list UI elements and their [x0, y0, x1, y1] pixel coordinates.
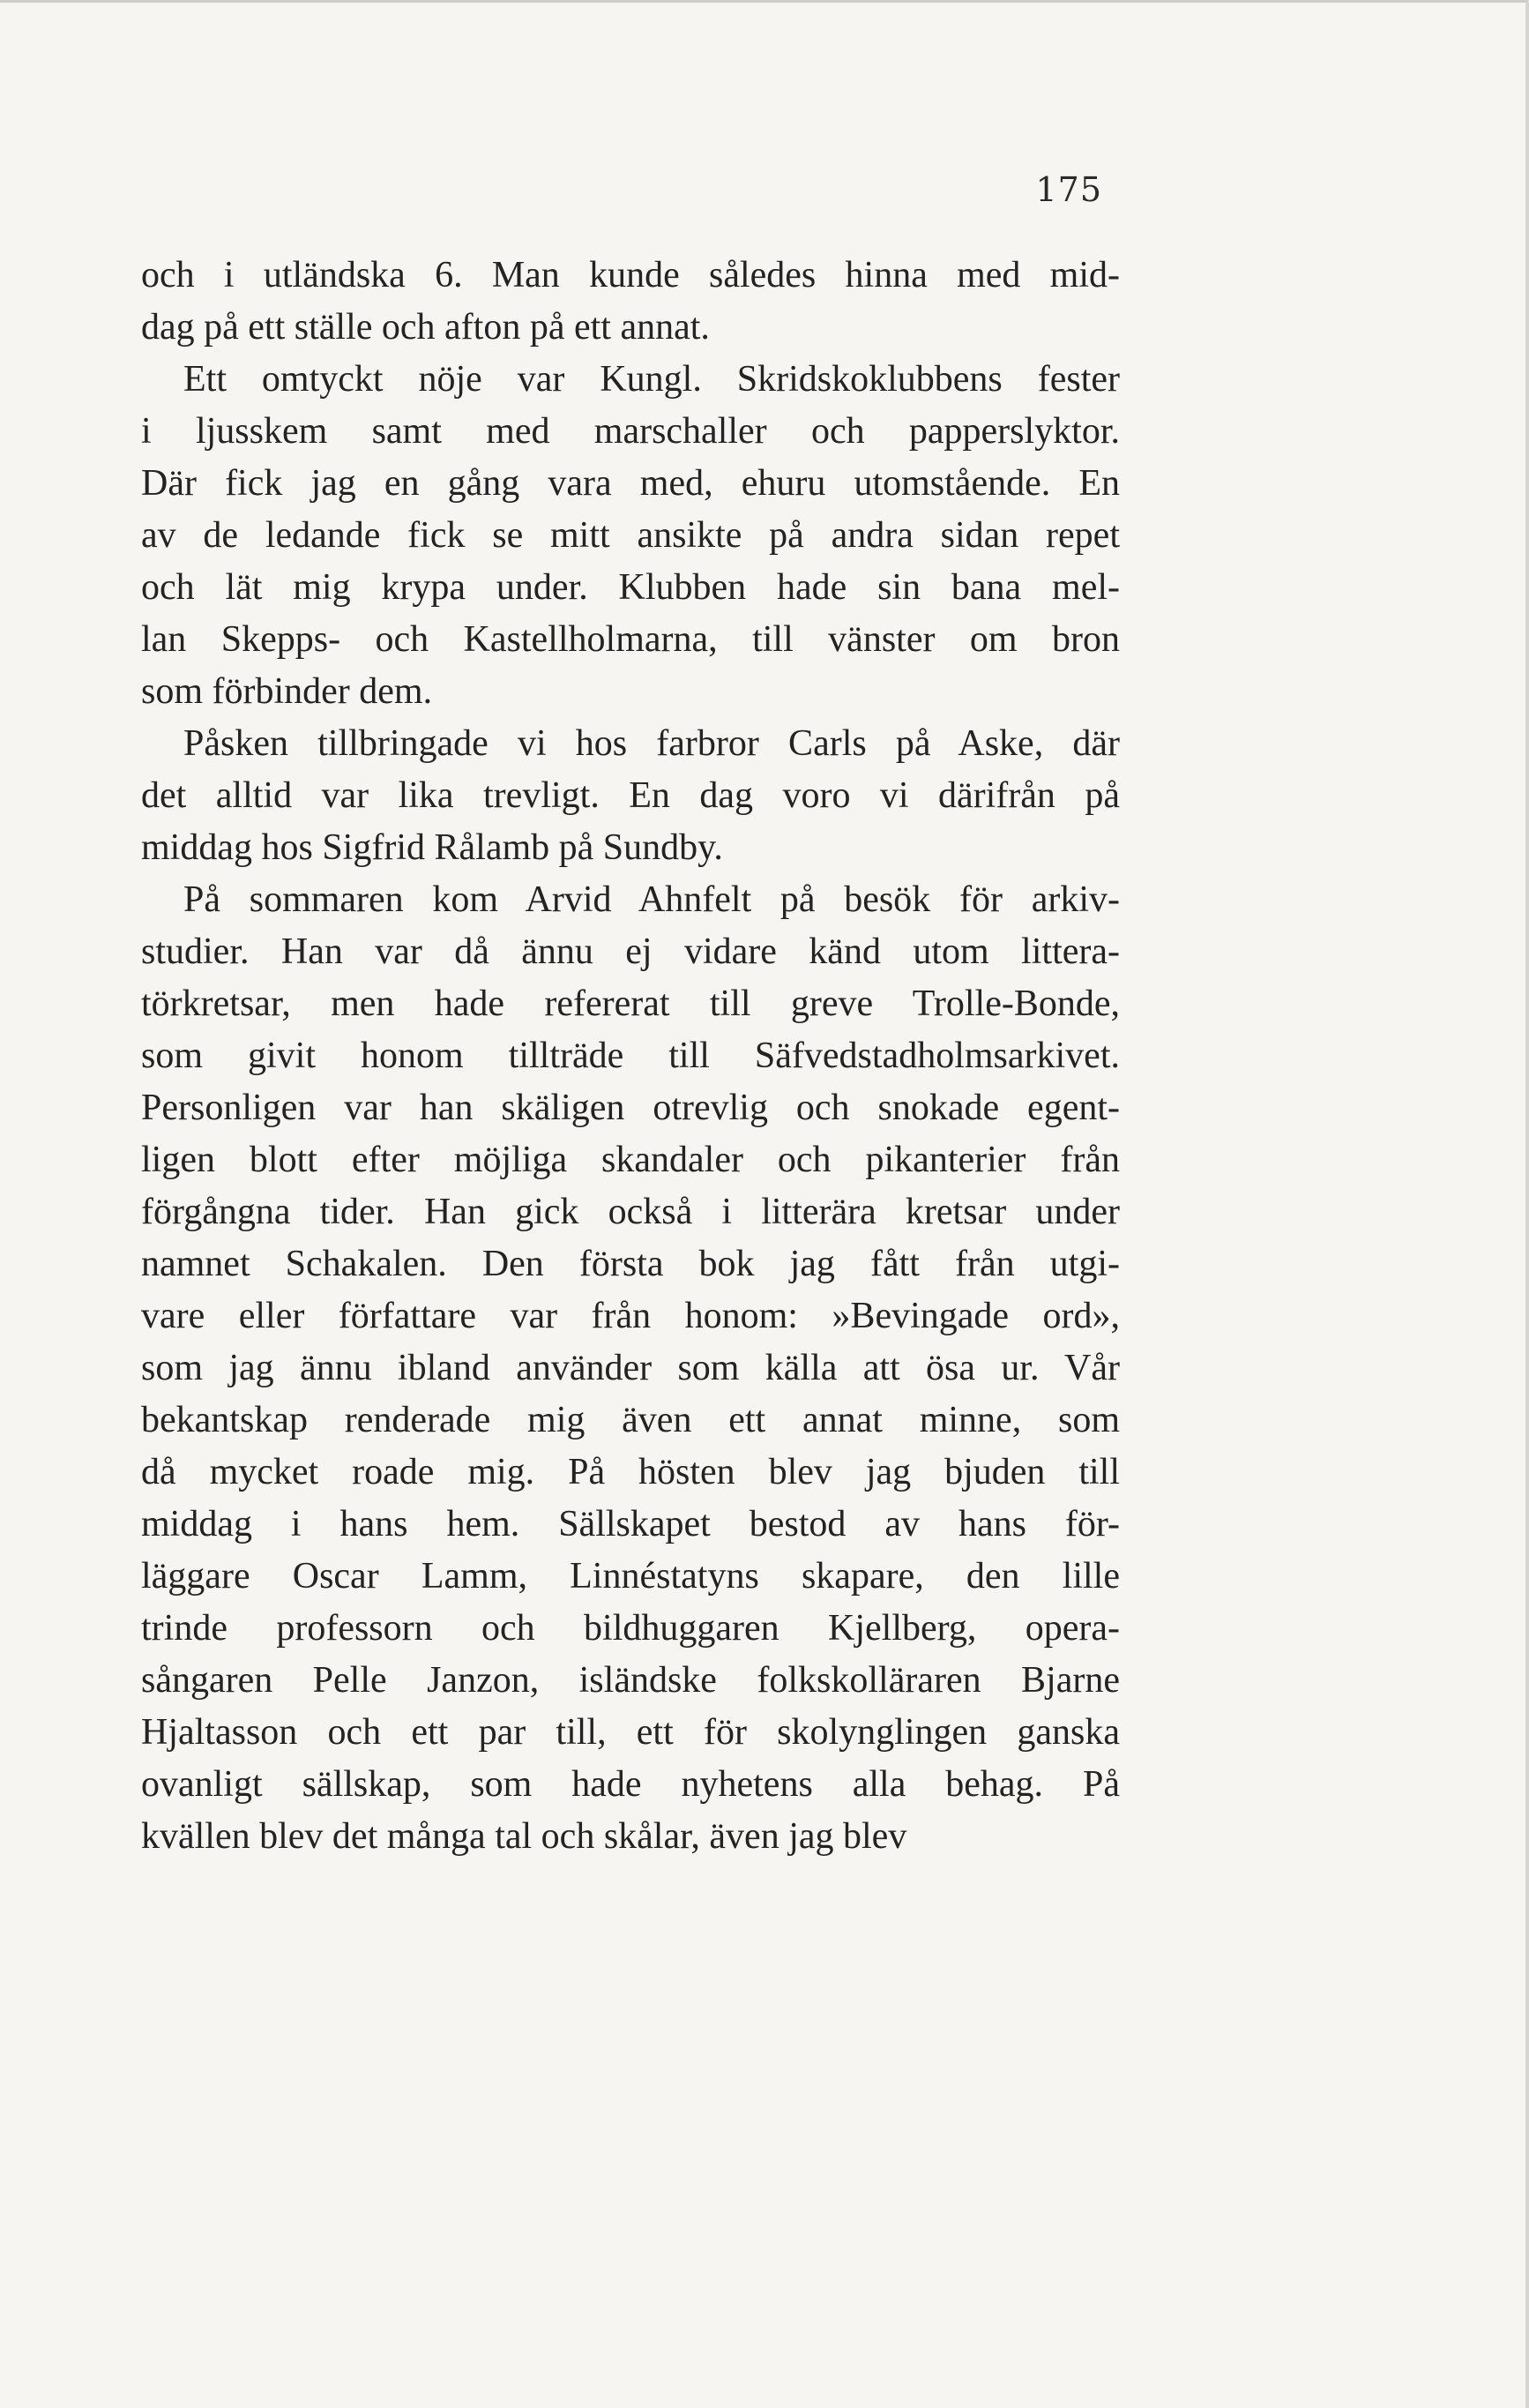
- text-line: middag hos Sigfrid Rålamb på Sundby.: [141, 827, 723, 868]
- text-line: törkretsar, men hade refererat till greve Trolle-Bonde,: [141, 983, 1120, 1024]
- text-line: På sommaren kom Arvid Ahnfelt på besök för arkiv-: [183, 879, 1120, 920]
- text-line: som jag ännu ibland använder som källa att ösa ur. Vår: [141, 1348, 1120, 1388]
- text-line: då mycket roade mig. På hösten blev jag bjuden till: [141, 1452, 1120, 1492]
- text-line: dag på ett ställe och afton på ett annat.: [141, 307, 710, 348]
- text-line: Ett omtyckt nöje var Kungl. Skridskoklubbens fester: [183, 359, 1120, 400]
- text-line: Hjaltasson och ett par till, ett för skolynglingen ganska: [141, 1712, 1120, 1753]
- text-line: det alltid var lika trevligt. En dag voro vi därifrån på: [141, 775, 1120, 816]
- text-line: trinde professorn och bildhuggaren Kjellberg, opera-: [141, 1608, 1120, 1649]
- page-number: 175: [1035, 170, 1102, 209]
- paragraph: [141, 718, 1120, 874]
- text-line: lan Skepps- och Kastellholmarna, till vänster om bron: [141, 619, 1120, 660]
- text-line: namnet Schakalen. Den första bok jag fått från utgi-: [141, 1244, 1120, 1284]
- text-line: ligen blott efter möjliga skandaler och pikanterier från: [141, 1140, 1120, 1180]
- paragraph: [141, 874, 1120, 1863]
- text-line: av de ledande fick se mitt ansikte på andra sidan repet: [141, 515, 1120, 556]
- text-line: ovanligt sällskap, som hade nyhetens alla behag. På: [141, 1764, 1120, 1805]
- text-line: bekantskap renderade mig även ett annat minne, som: [141, 1400, 1120, 1440]
- body-text: [141, 250, 1120, 1863]
- text-line: vare eller författare var från honom: »Bevingade ord»,: [141, 1296, 1120, 1336]
- text-line: sångaren Pelle Janzon, isländske folkskolläraren Bjarne: [141, 1660, 1120, 1701]
- text-line: som givit honom tillträde till Säfvedstadholmsarkivet.: [141, 1036, 1120, 1076]
- text-line: Personligen var han skäligen otrevlig och snokade egent-: [141, 1088, 1120, 1128]
- text-line: som förbinder dem.: [141, 671, 433, 712]
- paragraph: [141, 250, 1120, 354]
- text-line: förgångna tider. Han gick också i litterära kretsar under: [141, 1192, 1120, 1232]
- text-line: studier. Han var då ännu ej vidare känd utom littera-: [141, 931, 1120, 972]
- text-line: i ljusskem samt med marschaller och papperslyktor.: [141, 411, 1120, 452]
- text-line: och i utländska 6. Man kunde således hinna med mid-: [141, 255, 1120, 295]
- text-line: Påsken tillbringade vi hos farbror Carls på Aske, där: [183, 723, 1120, 764]
- text-line: middag i hans hem. Sällskapet bestod av hans för-: [141, 1504, 1120, 1544]
- text-line: och lät mig krypa under. Klubben hade sin bana mel-: [141, 567, 1120, 608]
- text-line: Där fick jag en gång vara med, ehuru utomstående. En: [141, 463, 1120, 504]
- paragraph: [141, 354, 1120, 718]
- text-line: läggare Oscar Lamm, Linnéstatyns skapare, den lille: [141, 1556, 1120, 1597]
- text-line: kvällen blev det många tal och skålar, även jag blev: [141, 1816, 907, 1857]
